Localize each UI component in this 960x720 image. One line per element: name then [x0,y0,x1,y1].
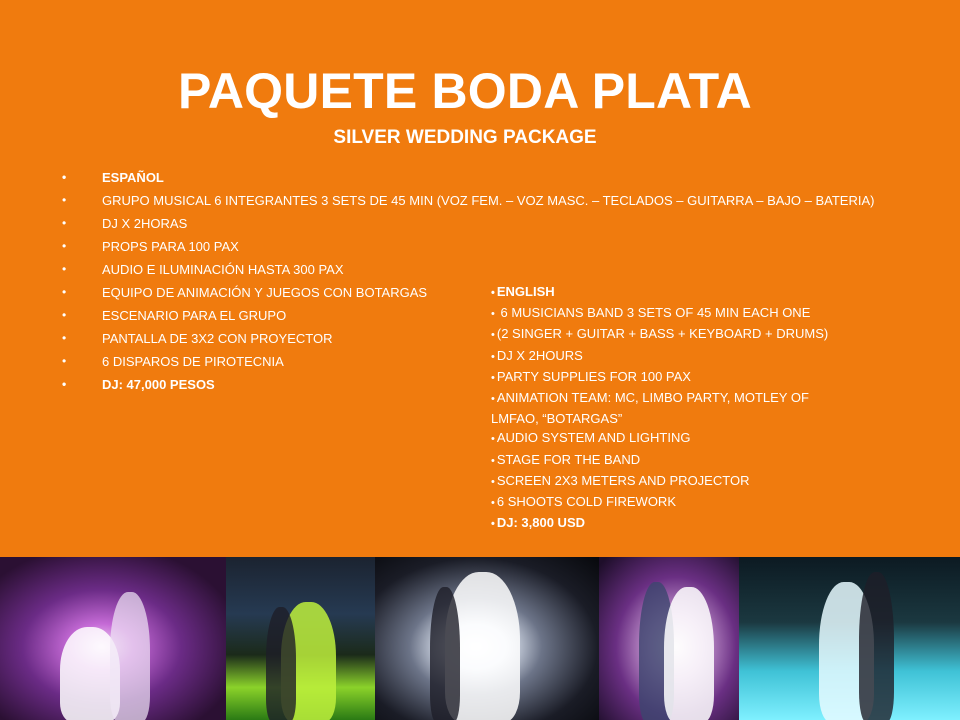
list-item-text: AUDIO E ILUMINACIÓN HASTA 300 PAX [102,262,344,277]
list-item-text: DJ X 2HORAS [102,216,188,231]
list-item [62,166,942,189]
bullet-icon: • [62,216,67,230]
list-item-text: STAGE FOR THE BAND [496,451,641,467]
list-item-text: PROPS PARA 100 PAX [102,239,239,254]
bullet-icon: • [491,393,495,406]
bullet-icon: • [62,377,67,391]
list-item-text: ESPAÑOL [102,170,164,185]
bullet-icon: • [491,454,495,467]
list-item [62,235,942,258]
bullet-icon: • [491,329,495,342]
groom-silhouette [110,592,150,720]
bullet-icon: • [491,350,495,363]
wedding-photo-white [375,557,599,720]
bullet-icon: • [491,475,495,488]
bullet-icon: • [491,433,495,446]
bullet-icon: • [62,308,67,322]
list-item-text: ANIMATION TEAM: MC, LIMBO PARTY, MOTLEY OF LMFAO, “BOTARGAS” [491,390,809,427]
english-package-list [491,282,851,534]
wedding-photo-cyan [739,557,960,720]
bullet-icon: • [62,331,67,345]
list-item [491,346,851,367]
list-item-text: AUDIO SYSTEM AND LIGHTING [496,430,691,446]
list-item [491,388,851,428]
list-item [491,450,851,471]
bullet-icon: • [62,262,67,276]
list-item-text: DJ X 2HOURS [496,347,583,363]
wedding-photo-violet [599,557,739,720]
list-item-text: DJ: 3,800 USD [496,515,586,531]
bullet-icon: • [491,518,495,531]
page-title: PAQUETE BODA PLATA [178,63,752,119]
list-item [491,303,851,324]
list-item-text: 6 SHOOTS COLD FIREWORK [496,494,676,510]
list-item-text: PANTALLA DE 3X2 CON PROYECTOR [102,331,333,346]
bullet-icon: • [62,354,67,368]
groom-silhouette [859,572,894,720]
list-item-text: 6 DISPAROS DE PIROTECNIA [102,354,284,369]
bride-silhouette [664,587,714,720]
bullet-icon: • [491,308,495,321]
groom-silhouette [266,607,296,720]
list-item-text: DJ: 47,000 PESOS [102,377,215,392]
list-item [491,324,851,345]
list-item-text: SCREEN 2X3 METERS AND PROJECTOR [496,472,750,488]
list-item-text: GRUPO MUSICAL 6 INTEGRANTES 3 SETS DE 45 MIN (VOZ FEM. – VOZ MASC. – TECLADOS – GUITARRA – BAJO – BATERIA) [102,193,875,208]
wedding-photo-purple [0,557,226,720]
page-subtitle: SILVER WEDDING PACKAGE [333,127,597,148]
list-item [491,513,851,534]
photo-strip [0,557,960,720]
list-item [491,367,851,388]
list-item-text: 6 MUSICIANS BAND 3 SETS OF 45 MIN EACH ONE [496,305,811,321]
bullet-icon: • [62,239,67,253]
bullet-icon: • [62,285,67,299]
wedding-photo-green [226,557,375,720]
bullet-icon: • [491,287,495,299]
list-item-text: ENGLISH [496,284,555,299]
list-item-text: (2 SINGER + GUITAR + BASS + KEYBOARD + DRUMS) [496,326,829,342]
list-item-text: ESCENARIO PARA EL GRUPO [102,308,287,323]
groom-silhouette [430,587,460,720]
list-item-text: PARTY SUPPLIES FOR 100 PAX [496,368,691,384]
list-item [491,471,851,492]
list-item [491,282,851,303]
list-item [62,258,942,281]
bullet-icon: • [491,371,495,384]
list-item [491,428,851,449]
bullet-icon: • [62,193,67,207]
bullet-icon: • [62,170,67,184]
list-item [491,492,851,513]
list-item [62,212,942,235]
list-item-text: EQUIPO DE ANIMACIÓN Y JUEGOS CON BOTARGAS [102,285,428,300]
bullet-icon: • [491,497,495,510]
list-item [62,189,942,212]
